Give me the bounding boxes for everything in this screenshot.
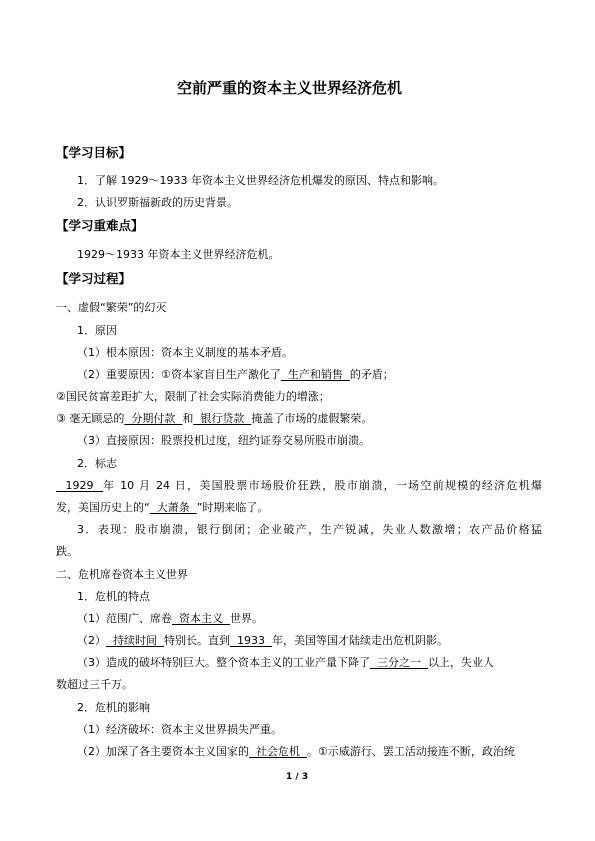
cause-second: ②国民贫富差距扩大，限制了社会实际消费能力的增涨； [56,390,330,403]
impact-title: 2．危机的影响 [77,701,150,714]
page-title: 空前严重的资本主义世界经济危机 [177,79,403,97]
cause-important-tail: 的矛盾； [349,368,394,381]
sign-line-2 [56,501,268,515]
cause-third [56,412,372,426]
feature-3-text: （3）造成的破坏特别巨大。整个资本主义的工业产量下降了 [77,656,370,669]
cause-third-tail: 掩盖了市场的虚假繁荣。 [251,412,373,425]
feature-2-text: （2） [77,634,106,647]
cause-root: （1）根本原因：资本主义制度的基本矛盾。 [77,346,293,359]
cause-title: 1．原因 [77,324,117,337]
feature-2-mid: 特别长。直到 [164,634,230,647]
cause-important-text: （2）重要原因：①资本家盲目生产激化了 [77,368,281,381]
features-title: 1．危机的特点 [77,590,150,603]
sign-title: 2．标志 [77,457,117,470]
feature-1 [77,612,263,626]
fill-blank-bank-loans: 银行贷款 [193,412,252,425]
sign-line-2-text: 发，美国历史上的“ [56,501,150,514]
feature-2-tail: 年，美国等国才陆续走出危机阴影。 [271,634,448,647]
impact-1: （1）经济破坏：资本主义世界损失严重。 [77,723,282,736]
feature-3 [77,656,494,670]
impact-2-text: （2）加深了各主要资本主义国家的 [77,745,249,758]
fill-blank-installment: 分期付款 [124,412,183,425]
process-heading: 【学习过程】 [56,271,132,286]
feature-2 [77,634,448,648]
fill-blank-year-1933: 1933 [230,634,272,647]
page-number: 1 / 3 [286,772,309,782]
cause-important [77,368,394,382]
cause-third-text: ③ 毫无顾忌的 [56,412,125,425]
objectives-heading: 【学习目标】 [56,145,132,160]
sign-line-1 [56,479,542,493]
feature-3-continued: 数超过三千万。 [56,678,133,691]
fill-blank-capitalism: 资本主义 [172,612,230,625]
fill-blank-one-third: 三分之一 [370,656,428,669]
feature-1-text: （1）范围广、席卷 [77,612,172,625]
sign-line-2-tail: ”时期来临了。 [196,501,269,514]
impact-2-tail: 。①示威游行、罢工活动接连不断，政治统 [307,745,515,758]
feature-1-tail: 世界。 [230,612,263,625]
fill-blank-year-1929: 1929 [56,479,104,492]
objective-item-2: 2．认识罗斯福新政的历史背景。 [77,196,238,209]
fill-blank-production-sales: 生产和销售 [280,368,350,381]
objective-item-1: 1．了解 1929～1933 年资本主义世界经济危机爆发的原因、特点和影响。 [77,174,444,187]
feature-3-tail: 以上，失业人 [428,656,494,669]
fill-blank-social-crisis: 社会危机 [249,745,307,758]
performance-line-1: 3．表现：股市崩溃，银行倒闭；企业破产，生产锐减，失业人数激增；农产品价格猛 [77,523,542,536]
fill-blank-duration: 持续时间 [106,634,164,647]
fill-blank-great-depression: 大萧条 [149,501,197,514]
key-points-heading: 【学习重难点】 [56,218,144,233]
performance-line-2: 跌。 [56,545,78,558]
sign-line-1-text: 年 10 月 24 日，美国股票市场股价狂跌，股市崩溃，一场空前规模的经济危机爆 [103,479,543,492]
key-points-text: 1929～1933 年资本主义世界经济危机。 [77,248,280,261]
cause-third-and: 和 [182,412,194,425]
impact-2 [77,745,515,759]
part2-title: 二、危机席卷资本主义世界 [56,568,188,581]
cause-direct: （3）直接原因：股票投机过度，纽约证券交易所股市崩溃。 [77,434,370,447]
part1-title: 一、虚假“繁荣”的幻灭 [56,301,167,314]
